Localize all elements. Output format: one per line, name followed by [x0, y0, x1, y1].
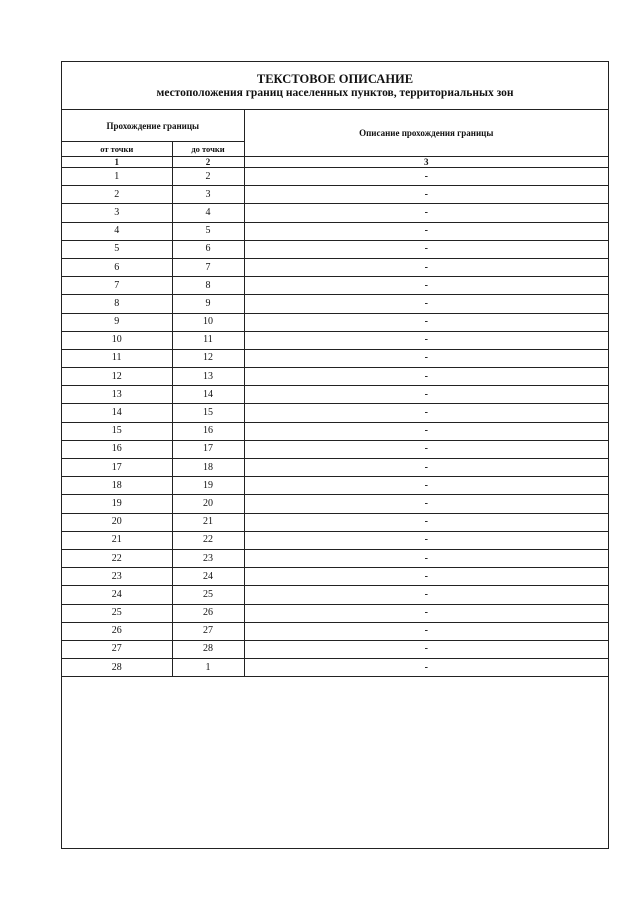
cell-description: -: [244, 459, 608, 477]
cell-from-point: 26: [62, 622, 172, 640]
table-row: [62, 659, 608, 677]
cell-to-point: 21: [172, 513, 244, 531]
cell-from-point: 19: [62, 495, 172, 513]
header-from-point: от точки: [62, 142, 172, 157]
cell-description: -: [244, 386, 608, 404]
cell-to-point: 19: [172, 477, 244, 495]
cell-description: -: [244, 549, 608, 567]
table-row: [62, 531, 608, 549]
table-row: [62, 622, 608, 640]
cell-description: -: [244, 331, 608, 349]
table-row: [62, 513, 608, 531]
boundary-table: [62, 110, 608, 677]
cell-to-point: 3: [172, 186, 244, 204]
cell-from-point: 5: [62, 240, 172, 258]
cell-to-point: 24: [172, 568, 244, 586]
table-row: [62, 331, 608, 349]
table-row: [62, 313, 608, 331]
cell-from-point: 4: [62, 222, 172, 240]
table-row: [62, 186, 608, 204]
table-row: [62, 549, 608, 567]
cell-to-point: 4: [172, 204, 244, 222]
cell-description: -: [244, 313, 608, 331]
cell-description: -: [244, 204, 608, 222]
cell-from-point: 27: [62, 640, 172, 658]
cell-to-point: 17: [172, 440, 244, 458]
header-passage: Прохождение границы: [62, 110, 244, 142]
cell-to-point: 22: [172, 531, 244, 549]
cell-from-point: 7: [62, 277, 172, 295]
cell-to-point: 20: [172, 495, 244, 513]
table-row: [62, 386, 608, 404]
table-row: [62, 640, 608, 658]
cell-from-point: 13: [62, 386, 172, 404]
cell-from-point: 10: [62, 331, 172, 349]
cell-from-point: 15: [62, 422, 172, 440]
title-block: [62, 62, 608, 110]
cell-description: -: [244, 495, 608, 513]
cell-from-point: 18: [62, 477, 172, 495]
cell-to-point: 1: [172, 659, 244, 677]
cell-from-point: 20: [62, 513, 172, 531]
cell-description: -: [244, 586, 608, 604]
table-row: [62, 349, 608, 367]
cell-to-point: 6: [172, 240, 244, 258]
cell-to-point: 18: [172, 459, 244, 477]
table-row: [62, 495, 608, 513]
table-row: [62, 459, 608, 477]
cell-to-point: 7: [172, 258, 244, 276]
cell-description: -: [244, 477, 608, 495]
table-row: [62, 222, 608, 240]
table-row: [62, 277, 608, 295]
table-body: [62, 168, 608, 677]
cell-to-point: 25: [172, 586, 244, 604]
cell-description: -: [244, 295, 608, 313]
table-row: [62, 295, 608, 313]
cell-description: -: [244, 404, 608, 422]
cell-to-point: 28: [172, 640, 244, 658]
cell-to-point: 27: [172, 622, 244, 640]
cell-to-point: 5: [172, 222, 244, 240]
cell-description: -: [244, 622, 608, 640]
table-row: [62, 477, 608, 495]
cell-from-point: 24: [62, 586, 172, 604]
cell-to-point: 9: [172, 295, 244, 313]
cell-description: -: [244, 349, 608, 367]
cell-description: -: [244, 222, 608, 240]
cell-to-point: 15: [172, 404, 244, 422]
cell-to-point: 10: [172, 313, 244, 331]
cell-from-point: 23: [62, 568, 172, 586]
cell-from-point: 17: [62, 459, 172, 477]
cell-from-point: 16: [62, 440, 172, 458]
column-number-2: 2: [172, 157, 244, 168]
cell-from-point: 9: [62, 313, 172, 331]
cell-from-point: 6: [62, 258, 172, 276]
table-row: [62, 586, 608, 604]
cell-to-point: 12: [172, 349, 244, 367]
cell-description: -: [244, 422, 608, 440]
table-row: [62, 440, 608, 458]
table-row: [62, 604, 608, 622]
table-row: [62, 168, 608, 186]
cell-from-point: 1: [62, 168, 172, 186]
cell-to-point: 23: [172, 549, 244, 567]
column-number-3: 3: [244, 157, 608, 168]
cell-description: -: [244, 186, 608, 204]
cell-from-point: 12: [62, 368, 172, 386]
cell-from-point: 25: [62, 604, 172, 622]
cell-to-point: 26: [172, 604, 244, 622]
cell-description: -: [244, 604, 608, 622]
header-description: Описание прохождения границы: [244, 110, 608, 157]
table-row: [62, 204, 608, 222]
cell-description: -: [244, 568, 608, 586]
cell-description: -: [244, 368, 608, 386]
cell-to-point: 11: [172, 331, 244, 349]
cell-from-point: 8: [62, 295, 172, 313]
document-frame: [61, 61, 609, 849]
cell-to-point: 2: [172, 168, 244, 186]
cell-description: -: [244, 440, 608, 458]
cell-to-point: 14: [172, 386, 244, 404]
cell-from-point: 22: [62, 549, 172, 567]
cell-from-point: 11: [62, 349, 172, 367]
cell-to-point: 13: [172, 368, 244, 386]
cell-description: -: [244, 531, 608, 549]
table-row: [62, 568, 608, 586]
cell-from-point: 21: [62, 531, 172, 549]
cell-description: -: [244, 640, 608, 658]
header-to-point: до точки: [172, 142, 244, 157]
table-row: [62, 422, 608, 440]
cell-to-point: 8: [172, 277, 244, 295]
cell-description: -: [244, 659, 608, 677]
cell-description: -: [244, 240, 608, 258]
document-subtitle: местоположения границ населенных пунктов, территориальных зон: [156, 87, 514, 99]
cell-from-point: 28: [62, 659, 172, 677]
cell-from-point: 14: [62, 404, 172, 422]
document-title: ТЕКСТОВОЕ ОПИСАНИЕ: [256, 72, 414, 86]
cell-from-point: 3: [62, 204, 172, 222]
table-row: [62, 368, 608, 386]
cell-description: -: [244, 513, 608, 531]
cell-description: -: [244, 258, 608, 276]
cell-to-point: 16: [172, 422, 244, 440]
cell-description: -: [244, 277, 608, 295]
column-number-1: 1: [62, 157, 172, 168]
cell-description: -: [244, 168, 608, 186]
table-row: [62, 240, 608, 258]
cell-from-point: 2: [62, 186, 172, 204]
table-row: [62, 404, 608, 422]
table-row: [62, 258, 608, 276]
